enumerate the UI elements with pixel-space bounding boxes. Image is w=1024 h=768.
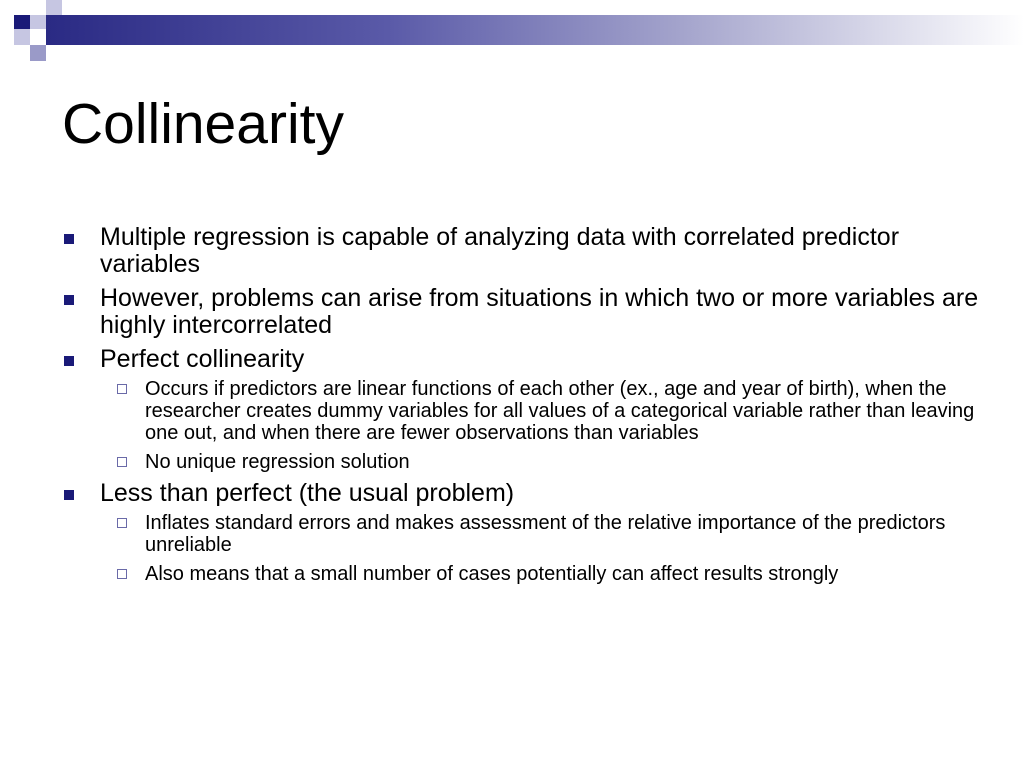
bullet-item — [62, 285, 982, 339]
hollow-square-icon — [117, 569, 127, 579]
sub-bullet-text: Also means that a small number of cases potentially can affect results strongly — [145, 563, 839, 585]
deco-square — [14, 15, 30, 29]
sub-bullet-item — [62, 451, 982, 473]
bullet-text: Multiple regression is capable of analyzing data with correlated predictor variables — [100, 223, 900, 278]
sub-bullet-item — [62, 512, 982, 556]
bullet-text: Perfect collinearity — [100, 345, 305, 373]
sub-bullet-list — [62, 512, 982, 585]
header-decoration — [0, 0, 1024, 64]
hollow-square-icon — [117, 518, 127, 528]
bullet-text: However, problems can arise from situations in which two or more variables are highly intercorrelated — [100, 284, 979, 339]
bullet-item — [62, 346, 982, 373]
sub-bullet-item — [62, 378, 982, 444]
sub-bullet-text: Inflates standard errors and makes assessment of the relative importance of the predictors unreliable — [145, 512, 946, 556]
deco-square — [30, 15, 46, 29]
bullet-list — [62, 224, 982, 592]
filled-square-icon — [64, 356, 74, 366]
deco-square — [30, 29, 46, 45]
deco-square — [46, 0, 62, 15]
deco-square — [14, 29, 30, 45]
hollow-square-icon — [117, 384, 127, 394]
sub-bullet-text: Occurs if predictors are linear functions of each other (ex., age and year of birth), when the researcher creates dummy variables for all values of a categorical variable rather than leaving one out, and when there are fewer observations than variables — [145, 378, 975, 444]
bullet-item — [62, 480, 982, 507]
sub-bullet-list — [62, 378, 982, 473]
filled-square-icon — [64, 490, 74, 500]
sub-bullet-item — [62, 563, 982, 585]
header-gradient-bar — [46, 15, 1024, 45]
filled-square-icon — [64, 295, 74, 305]
hollow-square-icon — [117, 457, 127, 467]
deco-square — [30, 45, 46, 61]
filled-square-icon — [64, 234, 74, 244]
bullet-text: Less than perfect (the usual problem) — [100, 479, 515, 507]
slide-title: Collinearity — [62, 92, 344, 156]
sub-bullet-text: No unique regression solution — [145, 451, 410, 473]
bullet-item — [62, 224, 982, 278]
